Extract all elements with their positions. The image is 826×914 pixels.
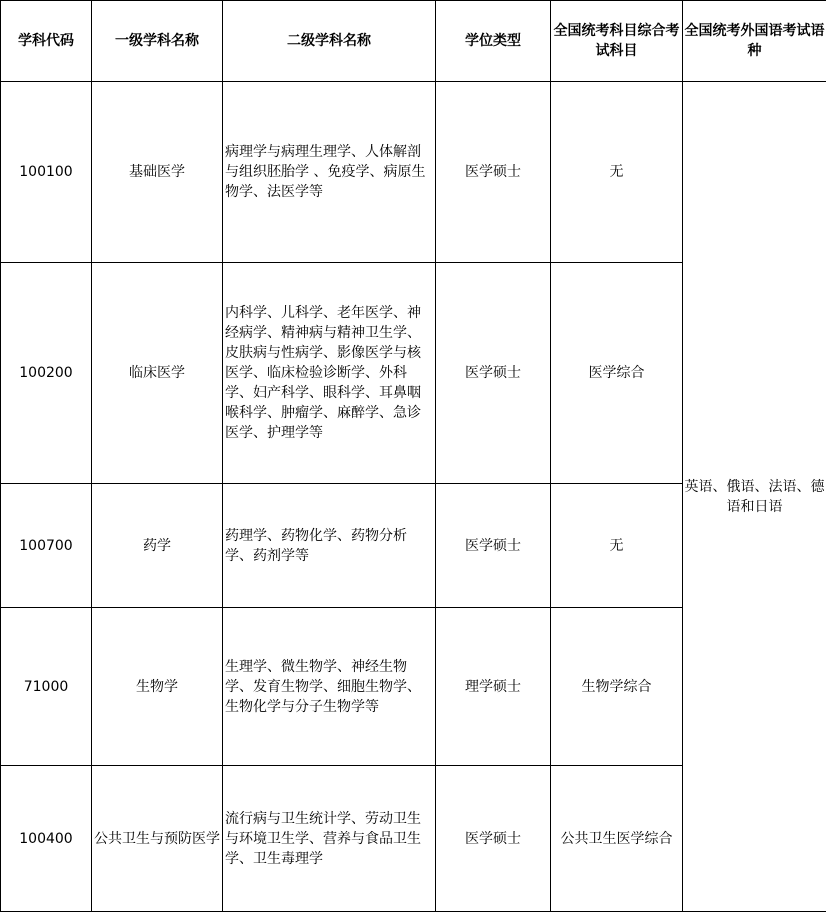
cell-second-discipline: 内科学、儿科学、老年医学、神经病学、精神病与精神卫生学、皮肤病与性病学、影像医学与核医学、临床检验诊断学、外科学、妇产科学、眼科学、耳鼻咽喉科学、肿瘤学、麻醉学、急诊医学、护理学等: [223, 263, 436, 484]
header-second-discipline: 二级学科名称: [223, 1, 436, 82]
cell-first-discipline: 临床医学: [92, 263, 223, 484]
table-row: [1, 82, 826, 263]
header-language: 全国统考外国语考试语种: [683, 1, 826, 82]
cell-second-discipline: 生理学、微生物学、神经生物学、发育生物学、细胞生物学、生物化学与分子生物学等: [223, 608, 436, 766]
cell-exam-subject: 无: [551, 82, 683, 263]
cell-code: 100200: [1, 263, 92, 484]
cell-code: 100400: [1, 766, 92, 912]
cell-code: 100100: [1, 82, 92, 263]
cell-degree-type: 理学硕士: [436, 608, 551, 766]
cell-first-discipline: 生物学: [92, 608, 223, 766]
cell-code: 71000: [1, 608, 92, 766]
cell-degree-type: 医学硕士: [436, 766, 551, 912]
header-first-discipline: 一级学科名称: [92, 1, 223, 82]
header-exam-subject: 全国统考科目综合考试科目: [551, 1, 683, 82]
cell-degree-type: 医学硕士: [436, 484, 551, 608]
cell-first-discipline: 公共卫生与预防医学: [92, 766, 223, 912]
cell-first-discipline: 基础医学: [92, 82, 223, 263]
cell-second-discipline: 病理学与病理生理学、人体解剖与组织胚胎学 、免疫学、病原生物学、法医学等: [223, 82, 436, 263]
cell-first-discipline: 药学: [92, 484, 223, 608]
cell-exam-subject: 医学综合: [551, 263, 683, 484]
cell-second-discipline: 流行病与卫生统计学、劳动卫生与环境卫生学、营养与食品卫生学、卫生毒理学: [223, 766, 436, 912]
cell-code: 100700: [1, 484, 92, 608]
cell-language: 英语、俄语、法语、德语和日语: [683, 82, 826, 912]
cell-exam-subject: 无: [551, 484, 683, 608]
header-row: [1, 1, 826, 82]
cell-degree-type: 医学硕士: [436, 82, 551, 263]
cell-degree-type: 医学硕士: [436, 263, 551, 484]
cell-exam-subject: 公共卫生医学综合: [551, 766, 683, 912]
cell-exam-subject: 生物学综合: [551, 608, 683, 766]
cell-second-discipline: 药理学、药物化学、药物分析学、药剂学等: [223, 484, 436, 608]
header-code: 学科代码: [1, 1, 92, 82]
header-degree-type: 学位类型: [436, 1, 551, 82]
